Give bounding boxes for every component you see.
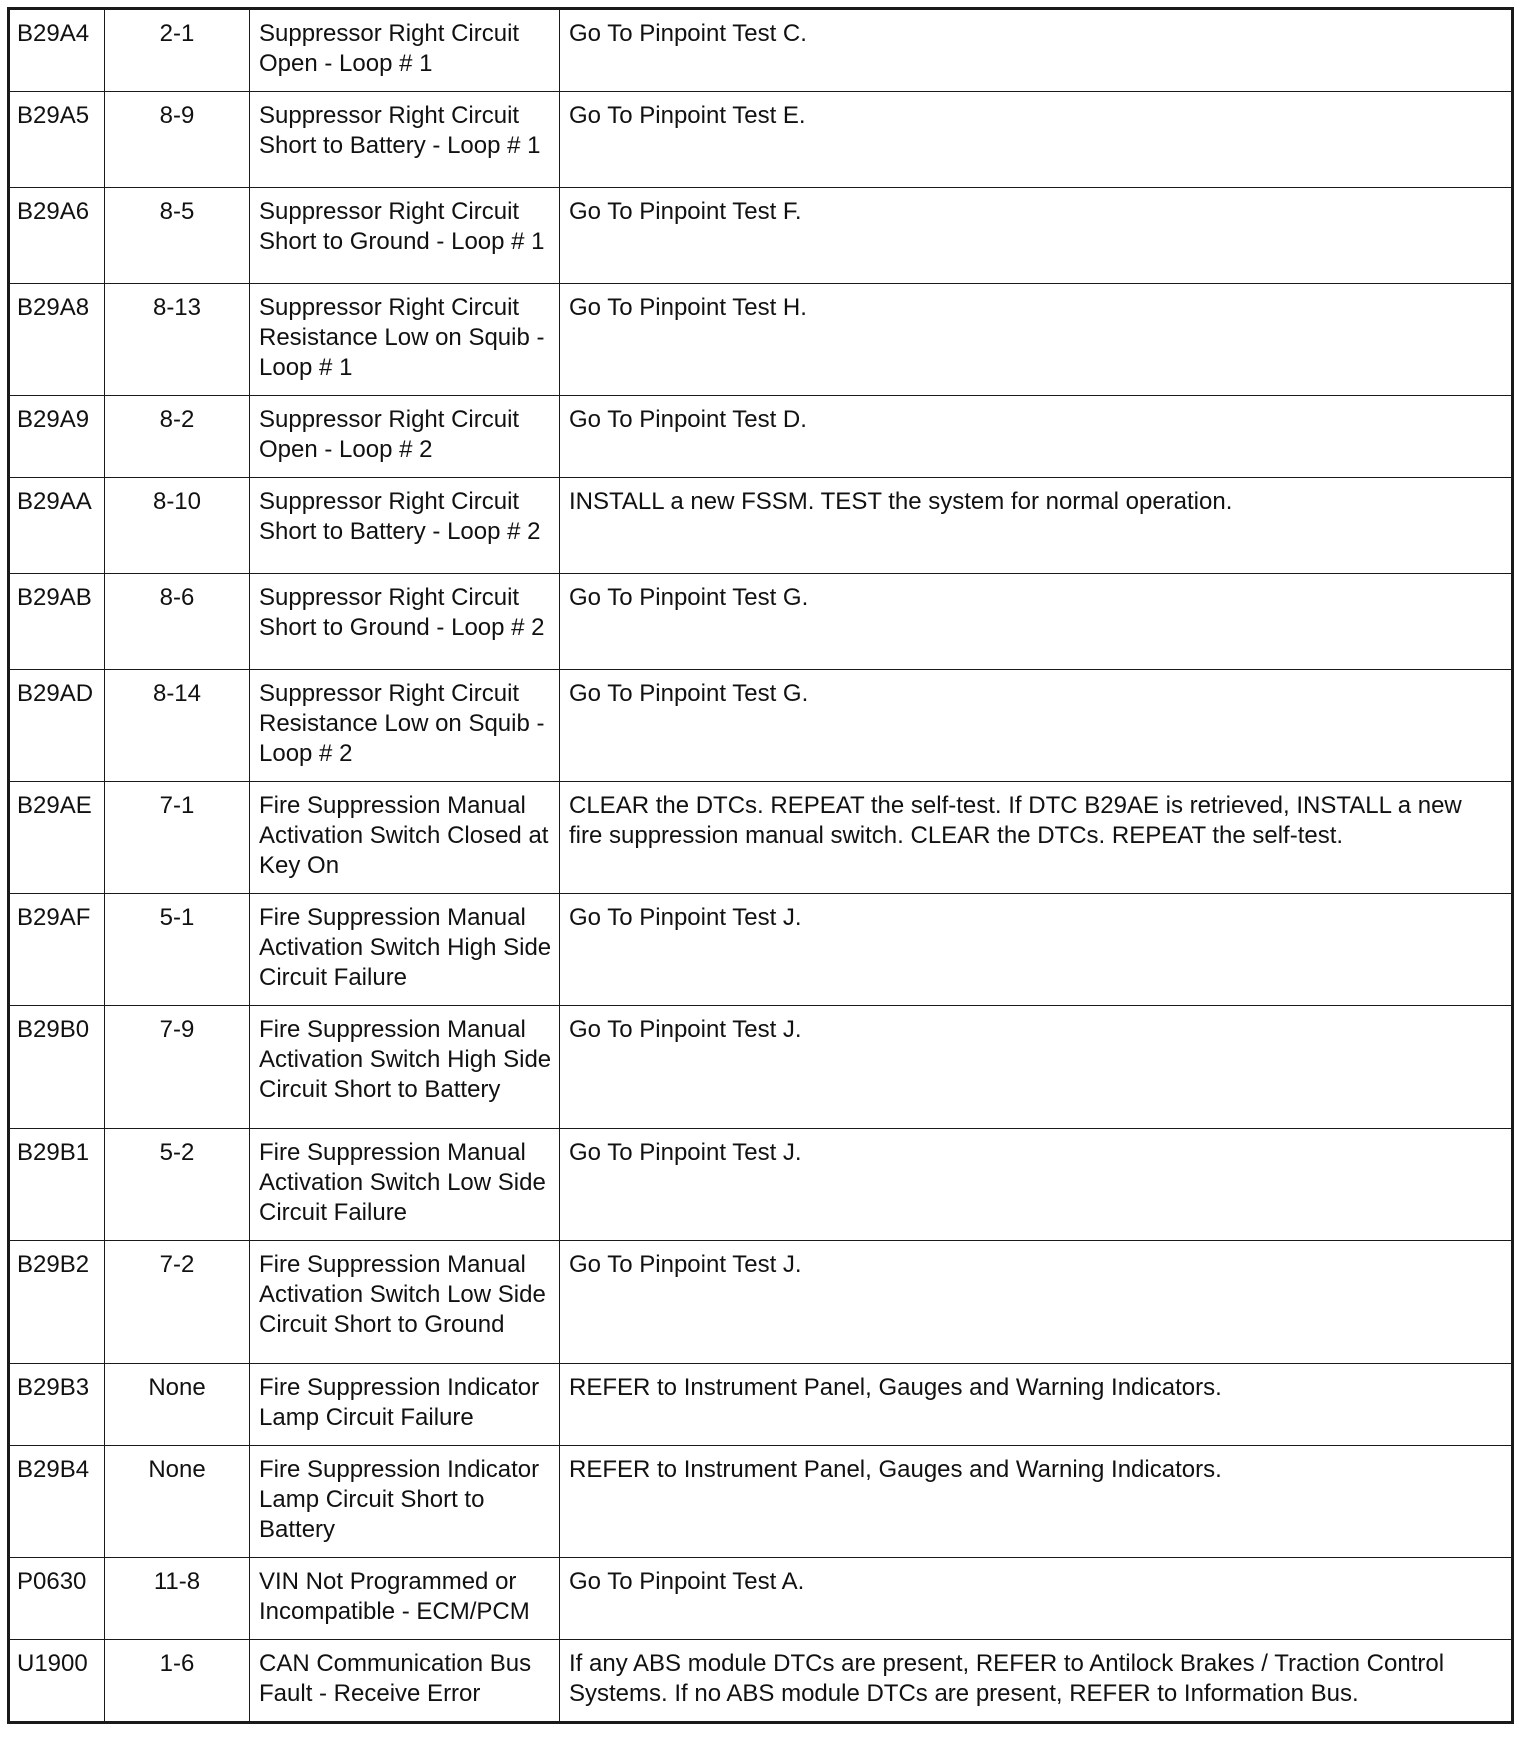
description-cell: Suppressor Right Circuit Short to Battery - Loop # 1	[250, 92, 560, 188]
flash-code-cell: None	[105, 1364, 250, 1446]
table-row	[9, 1241, 1513, 1364]
action-cell: CLEAR the DTCs. REPEAT the self-test. If DTC B29AE is retrieved, INSTALL a new fire suppression manual switch. CLEAR the DTCs. REPEAT the self-test.	[560, 782, 1513, 894]
action-cell: Go To Pinpoint Test J.	[560, 1241, 1513, 1364]
description-cell: Fire Suppression Manual Activation Switch Closed at Key On	[250, 782, 560, 894]
flash-code-cell: 8-10	[105, 478, 250, 574]
dtc-code-cell: B29B4	[9, 1446, 105, 1558]
table-row	[9, 1640, 1513, 1723]
dtc-code-cell: B29B0	[9, 1006, 105, 1129]
dtc-code-cell: B29AE	[9, 782, 105, 894]
dtc-code-cell: B29A5	[9, 92, 105, 188]
flash-code-cell: 8-2	[105, 396, 250, 478]
action-cell: REFER to Instrument Panel, Gauges and Warning Indicators.	[560, 1364, 1513, 1446]
table-row	[9, 1558, 1513, 1640]
action-cell: Go To Pinpoint Test J.	[560, 1129, 1513, 1241]
table-row	[9, 782, 1513, 894]
table-row	[9, 1006, 1513, 1129]
flash-code-cell: 8-9	[105, 92, 250, 188]
description-cell: VIN Not Programmed or Incompatible - ECM/PCM	[250, 1558, 560, 1640]
description-cell: Suppressor Right Circuit Resistance Low on Squib - Loop # 1	[250, 284, 560, 396]
description-cell: Fire Suppression Manual Activation Switch High Side Circuit Failure	[250, 894, 560, 1006]
dtc-table-container	[7, 7, 1514, 1724]
description-cell: Suppressor Right Circuit Resistance Low on Squib - Loop # 2	[250, 670, 560, 782]
description-cell: CAN Communication Bus Fault - Receive Error	[250, 1640, 560, 1723]
action-cell: Go To Pinpoint Test H.	[560, 284, 1513, 396]
table-row	[9, 92, 1513, 188]
action-cell: Go To Pinpoint Test D.	[560, 396, 1513, 478]
action-cell: Go To Pinpoint Test E.	[560, 92, 1513, 188]
description-cell: Fire Suppression Manual Activation Switch Low Side Circuit Short to Ground	[250, 1241, 560, 1364]
dtc-code-cell: B29A4	[9, 9, 105, 92]
table-row	[9, 1129, 1513, 1241]
dtc-code-cell: B29B1	[9, 1129, 105, 1241]
action-cell: Go To Pinpoint Test G.	[560, 670, 1513, 782]
description-cell: Suppressor Right Circuit Short to Ground - Loop # 2	[250, 574, 560, 670]
dtc-code-cell: B29AF	[9, 894, 105, 1006]
table-row	[9, 396, 1513, 478]
flash-code-cell: 11-8	[105, 1558, 250, 1640]
action-cell: Go To Pinpoint Test G.	[560, 574, 1513, 670]
action-cell: Go To Pinpoint Test J.	[560, 1006, 1513, 1129]
flash-code-cell: 8-5	[105, 188, 250, 284]
flash-code-cell: 7-2	[105, 1241, 250, 1364]
dtc-code-cell: B29B2	[9, 1241, 105, 1364]
action-cell: Go To Pinpoint Test C.	[560, 9, 1513, 92]
table-row	[9, 894, 1513, 1006]
dtc-code-cell: B29AB	[9, 574, 105, 670]
flash-code-cell: 1-6	[105, 1640, 250, 1723]
table-row	[9, 574, 1513, 670]
dtc-code-cell: B29A9	[9, 396, 105, 478]
description-cell: Fire Suppression Indicator Lamp Circuit Failure	[250, 1364, 560, 1446]
table-row	[9, 1446, 1513, 1558]
flash-code-cell: 2-1	[105, 9, 250, 92]
table-row	[9, 670, 1513, 782]
description-cell: Suppressor Right Circuit Open - Loop # 2	[250, 396, 560, 478]
table-row	[9, 188, 1513, 284]
description-cell: Suppressor Right Circuit Open - Loop # 1	[250, 9, 560, 92]
dtc-code-cell: B29A6	[9, 188, 105, 284]
table-row	[9, 284, 1513, 396]
flash-code-cell: 8-14	[105, 670, 250, 782]
description-cell: Suppressor Right Circuit Short to Ground - Loop # 1	[250, 188, 560, 284]
description-cell: Fire Suppression Manual Activation Switch Low Side Circuit Failure	[250, 1129, 560, 1241]
dtc-table-body	[9, 9, 1513, 1723]
action-cell: REFER to Instrument Panel, Gauges and Warning Indicators.	[560, 1446, 1513, 1558]
dtc-code-cell: P0630	[9, 1558, 105, 1640]
dtc-code-cell: U1900	[9, 1640, 105, 1723]
flash-code-cell: 5-2	[105, 1129, 250, 1241]
dtc-table	[7, 7, 1514, 1724]
dtc-code-cell: B29AA	[9, 478, 105, 574]
table-row	[9, 478, 1513, 574]
dtc-code-cell: B29B3	[9, 1364, 105, 1446]
action-cell: If any ABS module DTCs are present, REFER to Antilock Brakes / Traction Control Systems. If no ABS module DTCs are present, REFER to Information Bus.	[560, 1640, 1513, 1723]
dtc-code-cell: B29AD	[9, 670, 105, 782]
flash-code-cell: 7-1	[105, 782, 250, 894]
flash-code-cell: 8-13	[105, 284, 250, 396]
flash-code-cell: 8-6	[105, 574, 250, 670]
flash-code-cell: 5-1	[105, 894, 250, 1006]
description-cell: Suppressor Right Circuit Short to Battery - Loop # 2	[250, 478, 560, 574]
action-cell: Go To Pinpoint Test A.	[560, 1558, 1513, 1640]
flash-code-cell: None	[105, 1446, 250, 1558]
action-cell: Go To Pinpoint Test F.	[560, 188, 1513, 284]
table-row	[9, 9, 1513, 92]
description-cell: Fire Suppression Manual Activation Switch High Side Circuit Short to Battery	[250, 1006, 560, 1129]
dtc-code-cell: B29A8	[9, 284, 105, 396]
flash-code-cell: 7-9	[105, 1006, 250, 1129]
table-row	[9, 1364, 1513, 1446]
action-cell: INSTALL a new FSSM. TEST the system for normal operation.	[560, 478, 1513, 574]
description-cell: Fire Suppression Indicator Lamp Circuit Short to Battery	[250, 1446, 560, 1558]
action-cell: Go To Pinpoint Test J.	[560, 894, 1513, 1006]
